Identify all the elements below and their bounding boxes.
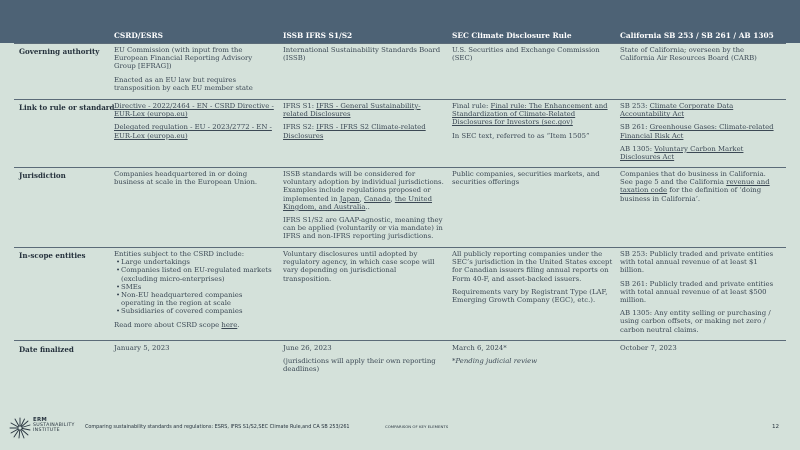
page-number: 12 bbox=[772, 424, 780, 430]
list-item: • Large undertakings bbox=[114, 258, 276, 266]
cell-scope-issb: Voluntary disclosures until adopted by regulatory agency, in which case scope will vary depending on jurisdictional transposition. bbox=[283, 250, 435, 283]
footer-document-title: Comparing sustainability standards and regulations: ESRS, IFRS S1/S2,SEC Climate Rule,and CA SB 253/261 bbox=[85, 424, 350, 430]
footer-section-name: COMPARISON OF KEY ELEMENTS bbox=[385, 424, 449, 429]
row-label: Link to rule or standard bbox=[19, 103, 115, 112]
sb253-link[interactable]: Climate Corporate Data Accountability Act bbox=[620, 102, 734, 119]
cell-link-sec: Final rule: Final rule: The Enhancement and Standardization of Climate-Related Disclosures for Investors (sec.gov) In SEC text, referred to as “Item 1505” bbox=[452, 102, 608, 140]
canada-link[interactable]: Canada bbox=[363, 194, 391, 203]
cell-link-csrd bbox=[114, 102, 276, 145]
list-item: • Companies listed on EU-regulated markets (excluding micro-enterprises) bbox=[114, 266, 276, 282]
cell-governing-issb: International Sustainability Standards Board (ISSB) bbox=[283, 46, 441, 63]
revenue-taxation-code-link[interactable]: revenue and taxation code bbox=[620, 178, 770, 195]
japan-link[interactable]: Japan bbox=[339, 194, 360, 203]
uk-australia-link[interactable]: the United Kingdom, and Australia bbox=[283, 194, 433, 211]
cell-scope-california: SB 253: Publicly traded and private entities with total annual revenue of at least $1 billion. SB 261: Publicly traded and private entities with total annual revenue of at least $500 million. AB 1305: Any entity selling or purchasing / using carbon offsets, or making net zero / carbon neutral claims. bbox=[620, 250, 774, 334]
row-label: Date finalized bbox=[19, 345, 74, 354]
erm-brand: ERM SUSTAINABILITY INSTITUTE bbox=[33, 417, 75, 434]
cell-jurisdiction-sec: Public companies, securities markets, and securities offerings bbox=[452, 170, 600, 187]
sec-final-rule-link[interactable]: Final rule: The Enhancement and Standardization of Climate-Related Disclosures for Investors (sec.gov) bbox=[452, 102, 608, 127]
ifrs-s2-link[interactable]: IFRS - IFRS S2 Climate-related Disclosures bbox=[283, 123, 426, 140]
cell-scope-sec: All publicly reporting companies under the SEC’s jurisdiction in the United States except for Canadian issuers filing annual reports on Form 40-F, and asset-backed issuers. Requirements vary by Registrant Type (LAF, Emerging Growth Company (EGC), etc.). bbox=[452, 250, 613, 305]
csrd-scope-list bbox=[114, 258, 276, 315]
cell-date-california: October 7, 2023 bbox=[620, 344, 677, 352]
cell-scope-csrd: Entities subject to the CSRD include: • Large undertakings • Companies listed on EU-regulated markets (excluding micro-enterprises) • SMEs • Non-EU headquartered companies operating in the region at scale • Subsidiaries of covered companies Read more about CSRD scope here. bbox=[114, 250, 276, 334]
column-header-california: California SB 253 / SB 261 / AB 1305 bbox=[620, 31, 774, 40]
cell-date-issb: June 26, 2023 (jurisdictions will apply their own reporting deadlines) bbox=[283, 344, 436, 374]
cell-governing-california: State of California; overseen by the California Air Resources Board (CARB) bbox=[620, 46, 757, 63]
list-item: • Non-EU headquartered companies operating in the region at scale bbox=[114, 291, 276, 307]
cell-governing-sec: U.S. Securities and Exchange Commission (SEC) bbox=[452, 46, 600, 63]
column-header-csrd: CSRD/ESRS bbox=[114, 31, 163, 40]
sb261-link[interactable]: Greenhouse Gases: Climate-related Financial Risk Act bbox=[620, 123, 774, 140]
list-item: • SMEs bbox=[114, 283, 276, 291]
cell-jurisdiction-csrd: Companies headquartered in or doing business at scale in the European Union. bbox=[114, 170, 258, 187]
row-label: Jurisdiction bbox=[19, 171, 66, 180]
cell-governing-csrd: EU Commission (with input from the European Financial Reporting Advisory Group [EFRAG]) Enacted as an EU law but requires transposition by each EU member state bbox=[114, 46, 253, 92]
csrd-directive-link[interactable]: Directive - 2022/2464 - EN - CSRD Directive - EUR-Lex (europa.eu) bbox=[114, 102, 274, 119]
sec-date-footnote: *Pending judicial review bbox=[452, 357, 538, 366]
cell-link-issb: IFRS S1: IFRS - General Sustainability-related Disclosures IFRS S2: IFRS - IFRS S2 Climate-related Disclosures bbox=[283, 102, 426, 140]
column-header-sec: SEC Climate Disclosure Rule bbox=[452, 31, 572, 40]
delegated-regulation-link[interactable]: Delegated regulation - EU - 2023/2772 - EN - EUR-Lex (europa.eu) bbox=[114, 123, 272, 140]
ifrs-s1-link[interactable]: IFRS - General Sustainability-related Disclosures bbox=[283, 102, 421, 119]
ab1305-link[interactable]: Voluntary Carbon Market Disclosures Act bbox=[620, 144, 744, 162]
erm-sunburst-logo-icon bbox=[9, 417, 31, 439]
list-item: • Subsidiaries of covered companies bbox=[114, 307, 276, 315]
cell-link-california: SB 253: Climate Corporate Data Accountability Act SB 261: Greenhouse Gases: Climate-related Financial Risk Act AB 1305: Voluntary Carbon Market Disclosures Act bbox=[620, 102, 774, 162]
csrd-scope-here-link[interactable]: here bbox=[221, 320, 238, 329]
cell-date-csrd: January 5, 2023 bbox=[114, 344, 170, 352]
column-header-issb: ISSB IFRS S1/S2 bbox=[283, 31, 353, 40]
cell-jurisdiction-issb: ISSB standards will be considered for voluntary adoption by individual jurisdictions. Examples include regulations proposed or implemented in Japan, Canada, the United Kingdom, and Australia.. IFRS S1/S2 are GAAP-agnostic, meaning they can be applied (voluntarily or via mandate) in IFRS and non-IFRS reporting jurisdictions. bbox=[283, 170, 444, 241]
cell-date-sec: March 6, 2024* *Pending judicial review bbox=[452, 344, 612, 370]
row-label: Governing authority bbox=[19, 47, 100, 56]
row-label: In-scope entities bbox=[19, 251, 86, 260]
cell-jurisdiction-california: Companies that do business in California. See page 5 and the California revenue and taxation code for the definition of ‘doing business in California’. bbox=[620, 170, 770, 203]
table-header bbox=[0, 0, 800, 43]
